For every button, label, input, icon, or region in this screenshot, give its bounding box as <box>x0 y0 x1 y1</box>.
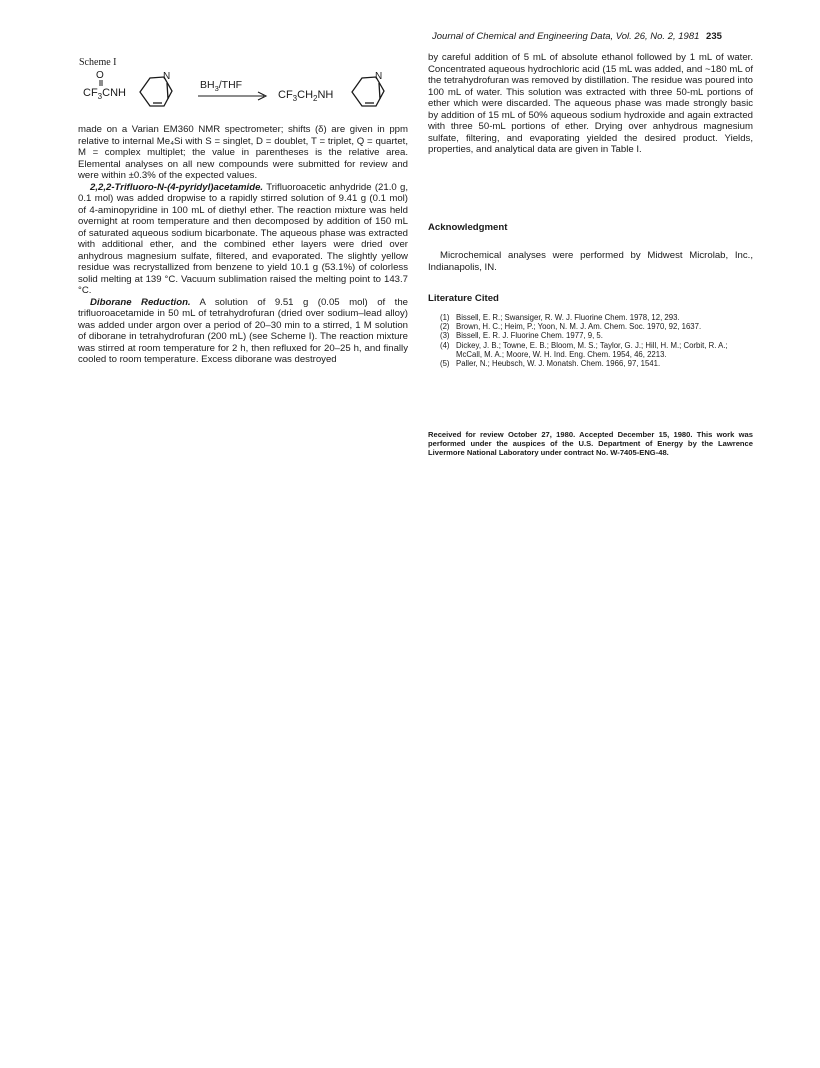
reference-item: (1) Bissell, E. R.; Swansiger, R. W. J. Fluorine Chem. 1978, 12, 293. <box>440 313 680 322</box>
reference-list <box>440 313 753 368</box>
reference-item: (4) Dickey, J. B.; Towne, E. B.; Bloom, M. S.; Taylor, G. J.; Hill, H. M.; Corbit, R. A.; McCall, M. A.; Moore, W. H. Ind. Eng. Chem. 1954, 46, 2213. <box>440 340 728 359</box>
reaction-scheme <box>78 64 408 116</box>
literature-heading: Literature Cited <box>428 293 499 304</box>
journal-citation: Journal of Chemical and Engineering Data, Vol. 26, No. 2, 1981 <box>432 31 700 42</box>
left-column <box>78 124 408 366</box>
ring-nitrogen: N <box>163 71 171 82</box>
paragraph-diborane: Diborane Reduction. A solution of 9.51 g (0.05 mol) of the trifluoroacetamide in 50 mL of tetrahydrofuran (dried over sodium–lead alloy) was added under argon over a period of 20–30 min to a stirred, 1 M solution of diborane in tetrahydrofuran (200 mL) (see Scheme I). The reaction mixture was stirred at room temperature for 2 h, then refluxed for 20–25 h, and finally cooled to room temperature. Excess diborane was destroyed <box>78 296 409 365</box>
paragraph-trifluoroacetamide: 2,2,2-Trifluoro-N-(4-pyridyl)acetamide. Trifluoroacetic anhydride (21.0 g, 0.1 mol) was added dropwise to a rapidly stirred solution of 9.41 g (0.1 mol) of 4-aminopyridine in 100 mL of diethyl ether. The reaction mixture was held overnight at room temperature and then decomposed by addition of 150 mL of saturated aqueous sodium bicarbonate. The aqueous phase was extracted with additional ether, and the combined ether layers were dried over anhydrous magnesium sulfate, filtered, and evaporated. The slightly yellow residue was recrystallized from benzene to yield 10.1 g (53.1%) of colorless solid melting at 139 °C. Vacuum sublimation raised the melting point to 143.7 °C. <box>78 181 408 296</box>
page-number: 235 <box>706 31 722 42</box>
runin-heading-trifluoroacetamide: 2,2,2-Trifluoro-N-(4-pyridyl)acetamide. <box>90 181 264 193</box>
right-column-text <box>428 52 753 156</box>
acknowledgment-body: Microchemical analyses were performed by Midwest Microlab, Inc., Indianapolis, IN. <box>428 250 753 273</box>
runin-heading-diborane: Diborane Reduction. <box>90 296 191 308</box>
ring-nitrogen-product: N <box>375 71 383 82</box>
product-formula: $CF_3CH_2NH$ <box>278 89 334 103</box>
reference-item: (5) Paller, N.; Heubsch, W. J. Monatsh. Chem. 1966, 97, 1541. <box>440 359 661 369</box>
paragraph-workup: by careful addition of 5 mL of absolute ethanol followed by 1 mL of water. Concentrated aqueous hydrochloric acid (15 mL was added, and ~180 mL of the tetrahydrofuran was removed by distillation. The residue was poured into 100 mL of water. This solution was extracted with three 50-mL portions of ether which were discarded. The aqueous phase was made strongly basic by addition of 15 mL of 50% aqueous sodium hydroxide and again extracted with three 50-mL portions of ether. Drying over anhydrous magnesium sulfate, filtering, and evaporating yielded the desired product. Yields, properties, and analytical data are given in Table I. <box>428 52 753 155</box>
scheme-label: Scheme I <box>79 57 117 68</box>
reference-item: (2) Brown, H. C.; Heim, P.; Yoon, N. M. J. Am. Chem. Soc. 1970, 92, 1637. <box>440 322 702 332</box>
carbonyl-oxygen: O <box>96 70 104 81</box>
reagent-label: $BH_3$/THF <box>200 79 243 93</box>
paragraph-nmr: made on a Varian EM360 NMR spectrometer; shifts (δ) are given in ppm relative to internal Me₄Si with S = singlet, D = doublet, T = triplet, Q = quartet, M = complex multiplet; the value in parentheses is the relative area. Elemental analyses on all new compounds were submitted for review and were within ±0.3% of the expected values. <box>78 124 408 181</box>
reference-item: (3) Bissell, E. R. J. Fluorine Chem. 1977, 9, 5. <box>440 331 603 341</box>
acknowledgment-heading: Acknowledgment <box>428 222 508 233</box>
received-note: Received for review October 27, 1980. Accepted December 15, 1980. This work was performed under the auspices of the U.S. Department of Energy by the Lawrence Livermore National Laboratory under contract No. W-7405-ENG-48. <box>428 430 753 457</box>
running-header <box>432 31 752 45</box>
reactant-formula: $CF_3CNH$ <box>83 87 126 101</box>
